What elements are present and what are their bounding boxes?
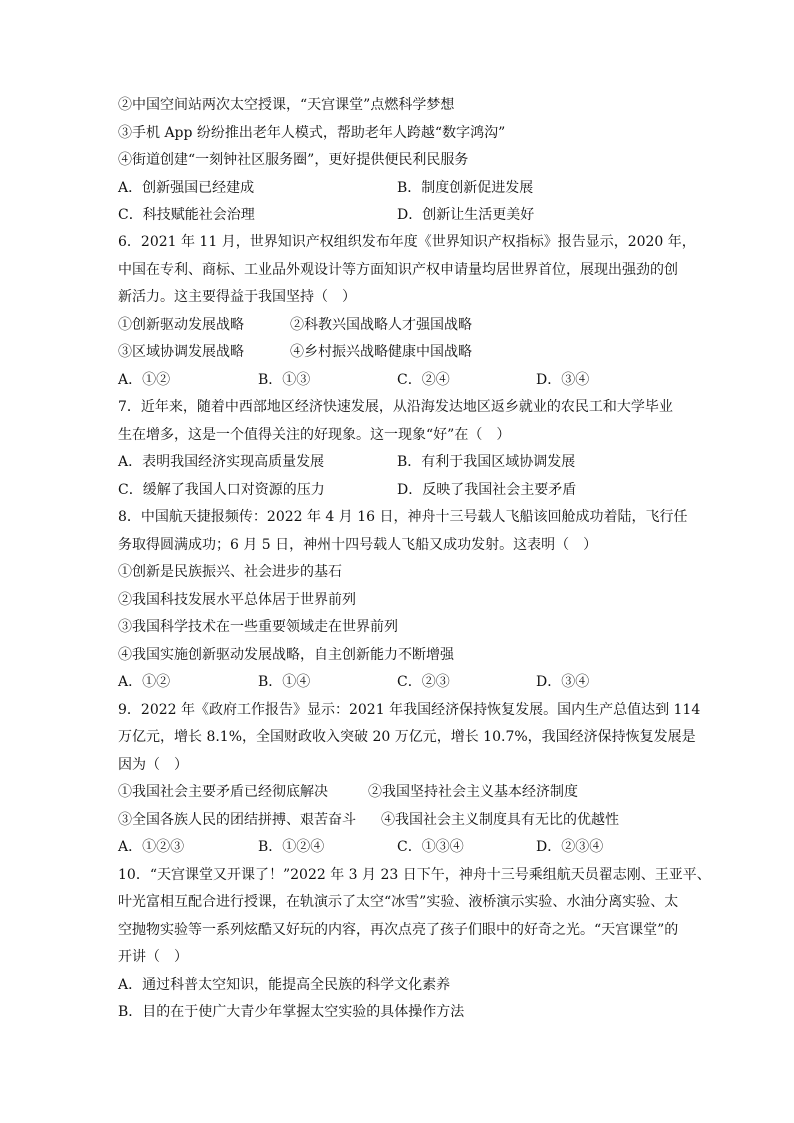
q10-option-a[interactable]: A．通过科普太空知识，能提高全民族的科学文化素养	[118, 977, 451, 993]
q8-option-d[interactable]: D．③④	[536, 674, 590, 690]
q8-statement-2: ②我国科技发展水平总体居于世界前列	[118, 592, 356, 608]
q7-option-d[interactable]: D．反映了我国社会主要矛盾	[397, 482, 577, 498]
q6-statement-4: ④乡村振兴战略健康中国战略	[290, 344, 472, 360]
q8-option-b[interactable]: B．①④	[258, 674, 311, 690]
q9-stem-line-3: 因为（ ）	[118, 757, 188, 773]
q5-option-d[interactable]: D．创新让生活更美好	[397, 207, 535, 223]
q9-statement-4: ④我国社会主义制度具有无比的优越性	[381, 812, 619, 828]
q6-option-c[interactable]: C．②④	[397, 372, 450, 388]
q6-stem-line-2: 中国在专利、商标、工业品外观设计等方面知识产权申请量均居世界首位，展现出强劲的创	[118, 262, 678, 278]
q9-stem-line-2: 万亿元，增长 8.1%，全国财政收入突破 20 万亿元，增长 10.7%，我国经济保持恢复发展是	[118, 729, 696, 745]
q8-option-c[interactable]: C．②③	[397, 674, 450, 690]
q9-option-c[interactable]: C．①③④	[397, 839, 464, 855]
q9-option-a[interactable]: A．①②③	[118, 839, 185, 855]
q6-statement-3: ③区域协调发展战略	[118, 344, 244, 360]
q5-option-c[interactable]: C．科技赋能社会治理	[118, 207, 255, 223]
q10-stem-line-2: 叶光富相互配合进行授课，在轨演示了太空“冰雪”实验、液桥演示实验、水油分离实验、太	[118, 894, 679, 910]
q8-option-a[interactable]: A．①②	[118, 674, 171, 690]
q9-statement-3: ③全国各族人民的团结拼搏、艰苦奋斗	[118, 812, 356, 828]
q6-option-a[interactable]: A．①②	[118, 372, 171, 388]
q9-stem-line-1: 9．2022 年《政府工作报告》显示：2021 年我国经济保持恢复发展。国内生产总值达到 114	[118, 702, 701, 718]
q8-statement-3: ③我国科学技术在一些重要领域走在世界前列	[118, 619, 398, 635]
q9-option-d[interactable]: D．②③④	[536, 839, 604, 855]
q7-option-a[interactable]: A．表明我国经济实现高质量发展	[118, 454, 325, 470]
q5-statement-4: ④街道创建“一刻钟社区服务圈”，更好提供便民利民服务	[118, 152, 469, 168]
q6-stem-line-1: 6．2021 年 11 月，世界知识产权组织发布年度《世界知识产权指标》报告显示，2020 年，	[118, 234, 696, 250]
q10-stem-line-1: 10．“天宫课堂又开课了！”2022 年 3 月 23 日下午，神舟十三号乘组航天员翟志刚、王亚平、	[118, 867, 711, 883]
q10-stem-line-3: 空抛物实验等一系列炫酷又好玩的内容，再次点亮了孩子们眼中的好奇之光。“天宫课堂”的	[118, 922, 679, 938]
q8-statement-4: ④我国实施创新驱动发展战略，自主创新能力不断增强	[118, 647, 454, 663]
q10-stem-line-4: 开讲（ ）	[118, 949, 188, 965]
q5-statement-3: ③手机 App 纷纷推出老年人模式，帮助老年人跨越“数字鸿沟”	[118, 125, 506, 141]
q6-statement-2: ②科教兴国战略人才强国战略	[290, 317, 472, 333]
q10-option-b[interactable]: B．目的在于使广大青少年掌握太空实验的具体操作方法	[118, 1004, 465, 1020]
q5-option-b[interactable]: B．制度创新促进发展	[397, 180, 534, 196]
q6-option-d[interactable]: D．③④	[536, 372, 590, 388]
q7-stem-line-1: 7．近年来，随着中西部地区经济快速发展，从沿海发达地区返乡就业的农民工和大学毕业	[118, 399, 673, 415]
q9-statement-2: ②我国坚持社会主义基本经济制度	[368, 784, 578, 800]
q9-statement-1: ①我国社会主要矛盾已经彻底解决	[118, 784, 328, 800]
q8-statement-1: ①创新是民族振兴、社会进步的基石	[118, 564, 342, 580]
q9-option-b[interactable]: B．①②④	[258, 839, 325, 855]
q7-option-b[interactable]: B．有利于我国区域协调发展	[397, 454, 576, 470]
q5-option-a[interactable]: A．创新强国已经建成	[118, 180, 255, 196]
q6-option-b[interactable]: B．①③	[258, 372, 311, 388]
q6-stem-line-3: 新活力。这主要得益于我国坚持（ ）	[118, 289, 356, 305]
q6-statement-1: ①创新驱动发展战略	[118, 317, 244, 333]
q7-option-c[interactable]: C．缓解了我国人口对资源的压力	[118, 482, 325, 498]
q7-stem-line-2: 生在增多，这是一个值得关注的好现象。这一现象“好”在（ ）	[118, 427, 511, 443]
q5-statement-2: ②中国空间站两次太空授课，“天宫课堂”点燃科学梦想	[118, 97, 455, 113]
q8-stem-line-2: 务取得圆满成功；6 月 5 日，神州十四号载人飞船又成功发射。这表明（ ）	[118, 537, 598, 553]
q8-stem-line-1: 8．中国航天捷报频传：2022 年 4 月 16 日，神舟十三号载人飞船该回舱成功着陆，飞行任	[118, 509, 688, 525]
